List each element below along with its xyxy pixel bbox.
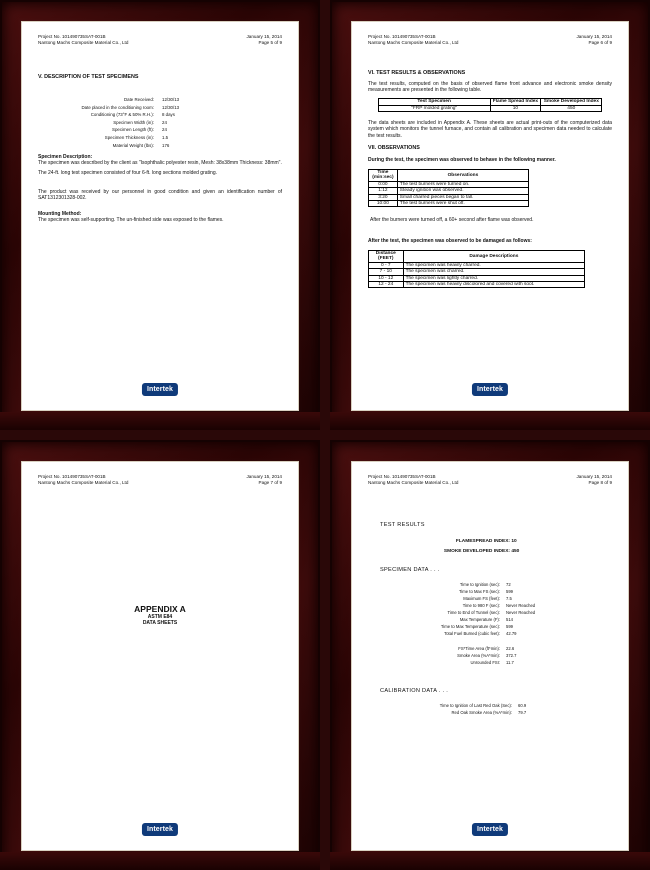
desc-paragraph: The specimen was described by the client as "Isophthalic polyester resin, Mesh: 38x38mm Thickness: 38mm". — [38, 160, 282, 167]
company-name: Nantong Machs Composite Material Co., Ltd — [368, 40, 459, 45]
calibration-data-heading: CALIBRATION DATA . . . — [380, 688, 449, 694]
test-results-heading: TEST RESULTS — [380, 522, 425, 528]
after-test-text: After the test, the specimen was observed to be damaged as follows: — [368, 237, 532, 244]
appendix-title-block — [22, 604, 298, 626]
during-text: During the test, the specimen was observed to behave in the following manner. — [368, 156, 556, 163]
table-row: 10:00 The test burners were shut off. — [369, 201, 529, 207]
specimen-data-heading: SPECIMEN DATA . . . — [380, 567, 440, 573]
section-title: VI. TEST RESULTS & OBSERVATIONS — [368, 70, 466, 76]
damage-table — [368, 250, 585, 288]
table-row: 7 - 10 The specimen was charred. — [369, 269, 585, 275]
table-header: Damage Descriptions — [403, 250, 585, 262]
data-row: Time to Ignition (sec): 72 — [459, 582, 511, 587]
index-block — [432, 537, 612, 557]
desc-heading: Specimen Description: — [38, 154, 93, 160]
table-row: 10 - 12 The specimen was lightly charred. — [369, 275, 585, 281]
company-name: Nantong Machs Composite Material Co., Ltd — [38, 40, 129, 45]
section-title: V. DESCRIPTION OF TEST SPECIMENS — [38, 74, 139, 80]
spec-row: Date placed in the conditioning room: 12/30/13 — [81, 104, 180, 110]
specimen-description — [38, 154, 282, 223]
page-frame-6 — [330, 0, 650, 430]
spec-row: Material Weight (lbs): 176 — [112, 142, 170, 148]
page-number: Page 8 of 9 — [588, 480, 612, 485]
project-number: Project No. 101490735SAT-001B — [38, 34, 106, 39]
table-row: 12 - 24 The specimen was heavily discolored and covered with soot. — [369, 281, 585, 287]
table-row: 0 - 7 The specimen was heavily charred. — [369, 262, 585, 268]
page-header — [368, 34, 612, 46]
table-header: Test Specimen — [378, 99, 490, 105]
mount-heading: Mounting Method: — [38, 211, 82, 218]
intro-paragraph: The test results, computed on the basis of observed flame front advance and electronic smoke density measurements are presented in the following table. — [368, 81, 612, 94]
data-row: FS*Time Area (ft*min): 22.6 — [458, 646, 515, 651]
data-row: Total Fuel Burned (cubic feet): 42.79 — [444, 631, 517, 636]
observations-table — [368, 169, 529, 207]
flamespread-index: FLAMESPREAD INDEX: 10 — [455, 539, 517, 544]
appendix-title: APPENDIX A — [134, 604, 186, 614]
table-row: 3:20 Small charred pieces began to fall. — [369, 194, 529, 200]
data-row: Time to Max Temperature (sec): 599 — [440, 624, 513, 629]
data-row: Time to 980 F (sec): Never Reached — [462, 603, 536, 608]
data-paragraph: The data sheets are included in Appendix A. These sheets are actual print-outs of the computerized data system which monitors the tunnel furnace, and contain all calibration and specimen data needed to calculate the test results. — [368, 120, 612, 139]
page-header — [38, 474, 282, 486]
project-number: Project No. 101490735SAT-001B — [368, 474, 436, 479]
area-data-list — [380, 645, 612, 666]
page-number: Page 6 of 9 — [588, 40, 612, 45]
table-row: 0:00 The test burners were turned on. — [369, 181, 529, 187]
table-header: Distance (FEET) — [369, 250, 404, 262]
spec-row: Date Received: 12/30/13 — [123, 97, 180, 102]
desc-paragraph: The 24-ft. long test specimen consisted of four 6-ft. long sections molded grating. — [38, 170, 217, 177]
page-number: Page 5 of 9 — [258, 40, 282, 45]
section-title: VII. OBSERVATIONS — [368, 144, 420, 151]
results-table — [378, 98, 602, 112]
page-frame-8 — [330, 440, 650, 870]
table-header: Time (min:sec) — [369, 170, 398, 182]
table-header: Flame Spread Index — [490, 99, 541, 105]
table-row: 1:12 Steady ignition was observed. — [369, 188, 529, 194]
data-row: Smoke Area (%A*min): 372.7 — [457, 653, 517, 658]
smoke-index: SMOKE DEVELOPED INDEX: 450 — [443, 549, 520, 554]
spec-row: Specimen Length (ft): 24 — [112, 127, 167, 133]
data-row: Time to Max FS (sec): 599 — [458, 589, 513, 594]
report-date: January 15, 2014 — [246, 34, 282, 39]
appendix-subtitle: DATA SHEETS — [142, 620, 178, 626]
page-6 — [352, 22, 628, 410]
desc-paragraph: The product was received by our personnel in good condition and given an identification number of SAT1312301328-002. — [38, 188, 282, 201]
page-number: Page 7 of 9 — [258, 480, 282, 485]
page-8 — [352, 462, 628, 850]
project-number: Project No. 101490735SAT-001B — [38, 474, 106, 479]
company-name: Nantong Machs Composite Material Co., Ltd — [368, 480, 459, 485]
spec-row: Specimen Thickness (in): 1.5 — [104, 134, 169, 140]
data-row: Max Temperature (F): 514 — [459, 617, 513, 622]
specimen-table — [66, 96, 179, 149]
results-section — [368, 70, 612, 288]
intertek-logo: Intertek — [472, 823, 508, 836]
mount-paragraph: The specimen was self-supporting. The un-finished side was exposed to the flames. — [38, 217, 224, 224]
page-header — [368, 474, 612, 486]
page-7 — [22, 462, 298, 850]
after-burners-text: After the burners were turned off, a 60+ second after flame was observed. — [370, 217, 534, 224]
data-row: Red Oak Smoke Area (%A*min): 79.7 — [451, 710, 527, 715]
page-frame-7 — [0, 440, 320, 870]
data-row: Maximum FS (feet): 7.5 — [463, 596, 512, 601]
spec-row: Conditioning (73°F & 50% R.H.): 8 days — [90, 112, 175, 118]
report-date: January 15, 2014 — [576, 474, 612, 479]
data-row: Time to End of Tunnel (sec): Never Reached — [447, 610, 536, 615]
data-sheet — [380, 522, 612, 716]
spec-row: Specimen Width (in): 24 — [113, 119, 167, 125]
page-header — [38, 34, 282, 46]
report-date: January 15, 2014 — [576, 34, 612, 39]
page-frame-5 — [0, 0, 320, 430]
data-row: Time to Ignition of Last Red Oak (Sec): 60.9 — [439, 703, 527, 708]
page-5 — [22, 22, 298, 410]
table-row: "FRP molded grating" 10 450 — [378, 105, 601, 111]
table-header: Smoke Developed Index — [541, 99, 602, 105]
specimen-data-list — [380, 581, 612, 637]
calibration-data-list — [380, 702, 612, 716]
data-row: Unrounded FSI: 11.7 — [470, 660, 514, 665]
intertek-logo: Intertek — [142, 823, 178, 836]
table-header: Observations — [397, 170, 528, 182]
project-number: Project No. 101490735SAT-001B — [368, 34, 436, 39]
intertek-logo: Intertek — [142, 383, 178, 396]
company-name: Nantong Machs Composite Material Co., Ltd — [38, 480, 129, 485]
appendix-subtitle: ASTM E84 — [147, 614, 173, 620]
report-date: January 15, 2014 — [246, 474, 282, 479]
intertek-logo: Intertek — [472, 383, 508, 396]
